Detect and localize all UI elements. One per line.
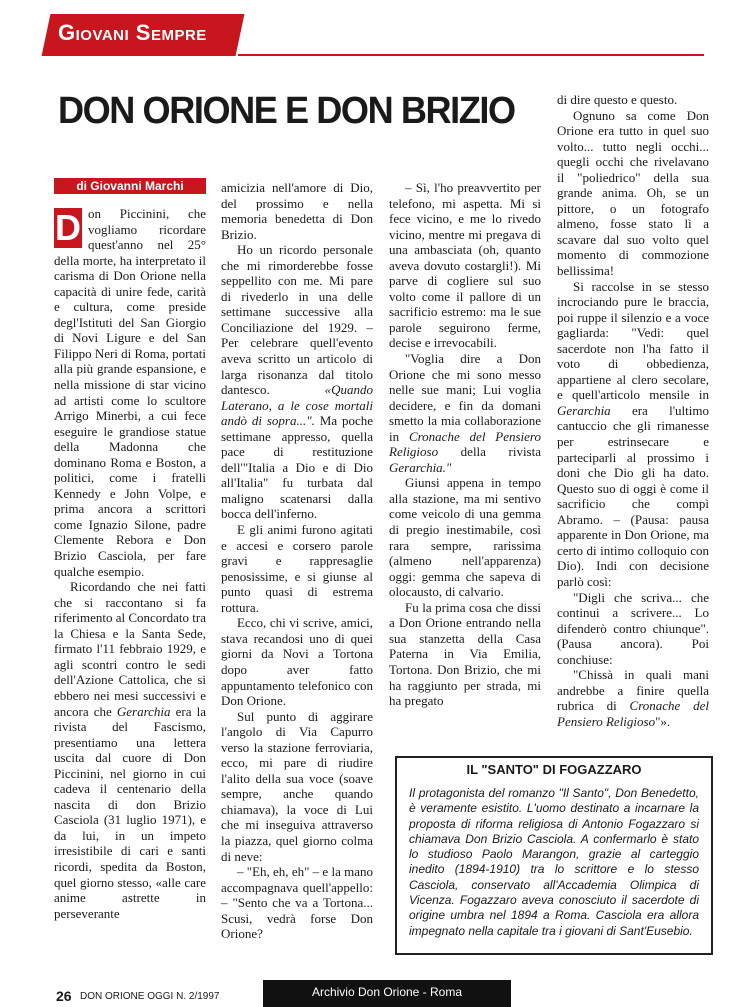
paragraph: Giunsi appena in tempo alla stazione, ma mi sentivo come veicolo di una gemma di pregio inestimabile, così rara sempre, rarissima (almeno nell'apparenza) oggi: gemma che sapeva di olocausto, di calvario. — [389, 475, 541, 600]
paragraph: Ho un ricordo personale che mi rimorderebbe fosse seppellito con me. Mi pare di rivederlo in una delle settimane successive alla Conciliazione del 1929. – Per celebrare quell'evento aveva scritto un articolo di larga risonanza dal titolo dantesco. «Quando Laterano, a le cose mortali andò di sopra...". Ma poche settimane appresso, quella pace di restituzione dell'"Italia a Dio e di Dio all'Italia" fu turbata dal maligno scatenarsi dalla bocca dell'inferno. — [221, 242, 373, 522]
article-column-1 — [54, 206, 206, 921]
paragraph: Si raccolse in se stesso incrociando pure le braccia, poi ruppe il silenzio e a voce gagliarda: "Vedi: quel sacerdote non l'ha fatto il voto di obbedienza, appartiene al clero secolare, e quell'articolo mensile in Gerarchia era l'ultimo cantuccio che gli rimanesse per estrinsecare e parteciparli al prossimo i doni che Dio gli ha dato. Questo suo di oggi è come il sacrificio che compì Abramo. – (Pausa: pausa apparente in Don Orione, ma certo di intimo colloquio con Dio). Indi con decisione parlò così: — [557, 278, 709, 589]
drop-cap: D — [55, 207, 81, 248]
page-number: 26 — [56, 988, 72, 1004]
paragraph: – Sì, l'ho preavvertito per telefono, mi aspetta. Mi si fece vicino, e me lo rivedo vicino, mentre mi pregava di una ambasciata (oh, quanto aveva dovuto costargli!). Mi parve di cogliere sul suo volto come il pallore di un sacrificio estremo: ma le sue parole seguirono ferme, decise e irrevocabili. — [389, 180, 541, 351]
sidebar-title: IL "SANTO" DI FOGAZZARO — [466, 762, 642, 777]
section-label: Giovani Sempre — [58, 20, 207, 45]
paragraph: Ognuno sa come Don Orione era tutto in quel suo volto... tutto negli occhi... quegli occhi che rivelavano il "poliedrico" della sua grande anima. Oh, se un pittore, o un fotografo almeno, fosse stato lì a scavare dal suo volto quel momento di commozione bellissima! — [557, 107, 709, 279]
paragraph: di dire questo e questo. — [557, 92, 678, 107]
article-column-4 — [557, 92, 709, 729]
article-title: DON ORIONE E DON BRIZIO — [58, 90, 515, 132]
paragraph: Sul punto di aggirare l'angolo di Via Capurro verso la stazione ferroviaria, ecco, mi pare di riudire l'alito della sua voce (soave sempre, anche quando chiamava), la voce di Lui che mi inseguiva attraverso la piazza, quel giorno colma di neve: — [221, 708, 373, 864]
sidebar-box — [395, 756, 713, 955]
paragraph: "Chissà in quali mani andrebbe a finire quella rubrica di Cronache del Pensiero Religioso"». — [557, 667, 710, 729]
paragraph: "Digli che scriva... che continui a scrivere... Lo difenderò contro chiunque". (Pausa ancora). Poi conchiuse: — [557, 589, 709, 667]
article-column-3 — [389, 180, 541, 709]
section-divider — [238, 54, 704, 56]
paragraph: amicizia nell'amore di Dio, del prossimo e nella memoria benedetta di Don Brizio. — [221, 180, 373, 242]
magazine-issue: DON ORIONE OGGI N. 2/1997 — [80, 991, 220, 1002]
article-column-2 — [221, 180, 373, 942]
archive-label: Archivio Don Orione - Roma — [263, 980, 511, 1007]
paragraph: Ecco, chi vi scrive, amici, stava recandosi uno di quei giorni da Novi a Tortona dopo aver fatto appuntamento telefonico con Don Orione. — [221, 615, 373, 709]
paragraph: E gli animi furono agitati e accesi e corsero parole gravi e rappresaglie penosissime, e si giunse al punto quasi di estrema rottura. — [221, 522, 373, 615]
sidebar-text: Il protagonista del romanzo "Il Santo", Don Benedetto, è veramente esistito. L'uomo destinato a incarnare la proposta di riforma religiosa di Antonio Fogazzaro si chiamava Don Brizio Casciola. A confermarlo è stato lo studioso Paolo Marangon, grazie al carteggio inedito (1894-1910) tra lo scrittore e lo stesso Casciola, conservato all'Accademia Olimpica di Vicenza. Fogazzaro aveva conosciuto il sacerdote di origine umbra nel 1894 a Roma. Casciola era allora impegnato nella capitale tra i giovani di Sant'Eusebio. — [409, 786, 699, 938]
byline: di Giovanni Marchi — [54, 178, 206, 194]
paragraph: – "Eh, eh, eh" – e la mano accompagnava quell'appello: – "Sento che va a Tortona... Scusi, vedrà forse Don Orione? — [221, 864, 373, 942]
paragraph: D on Piccinini, che vogliamo ricordare quest'anno nel 25° della morte, ha interpretato il carisma di Don Orione nella capacità di unire fede, carità e cultura, come preside degl'Istituti del San Giorgio di Novi Ligure e del San Filippo Neri di Roma, portati alla più grande espansione, e nella missione di star vicino ad artisti come lo scultore Arrigo Minerbi, a cui fece eseguire le grandiose statue della Madonna che dominano Roma e Boston, a politici, come i fratelli Kennedy e John Volpe, e prima ancora a scrittori come Ignazio Silone, padre Clemente Rebora e Don Brizio Casciola, per fare qualche esempio. — [54, 206, 207, 579]
paragraph: Ricordando che nei fatti che si raccontano si fa riferimento al Concordato tra la Chiesa e la Santa Sede, firmato l'11 febbraio 1929, e agli scontri contro le sedi dell'Azione Cattolica, che si ebbero nei mesi successivi e ancora che Gerarchia era la rivista del Fascismo, presentiamo una lettera uscita dal cuore di Don Piccinini, nel giorno in cui cadeva il centenario della nascita di don Brizio Casciola (31 luglio 1971), e da lui, in un impeto irresistibile di cari e santi ricordi, spedita da Boston, quel giorno stesso, «alle care anime astrette in perseverante — [54, 579, 206, 921]
paragraph: "Voglia dire a Don Orione che mi sono messo nelle sue mani; Lui voglia decidere, e fin da domani smetto la mia collaborazione in Cronache del Pensiero Religioso della rivista Gerarchia." — [389, 351, 541, 475]
paragraph: Fu la prima cosa che dissi a Don Orione entrando nella sua stanzetta della Casa Paterna in Via Emilia, Tortona. Don Brizio, che mi ha raggiunto per strada, mi ha pregato — [389, 599, 541, 709]
